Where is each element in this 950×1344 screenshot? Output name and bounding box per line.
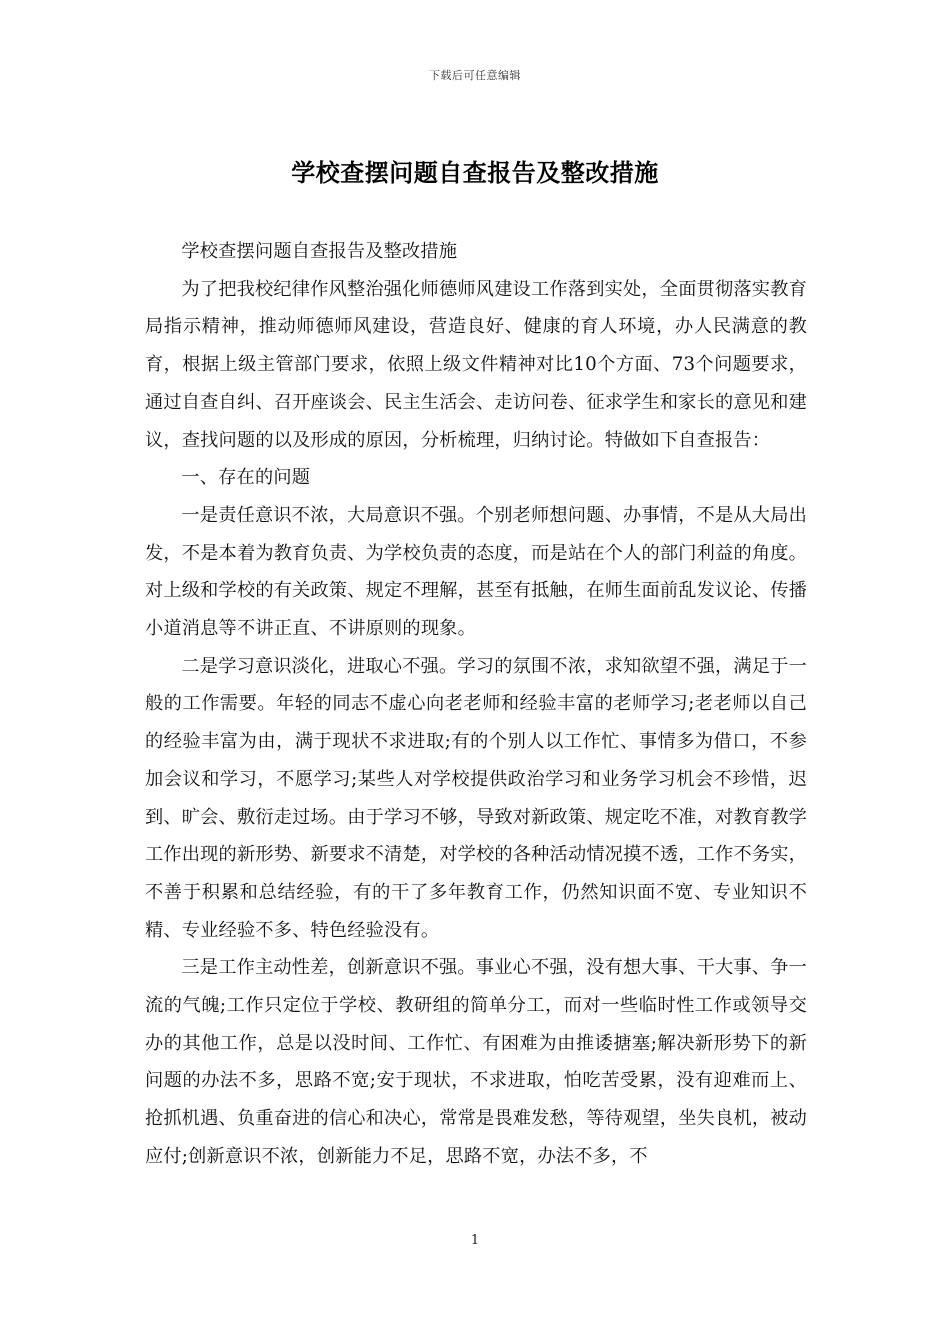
paragraph-problem-2: 二是学习意识淡化，进取心不强。学习的氛围不浓，求知欲望不强，满足于一般的工作需要。年轻的同志不虚心向老老师和经验丰富的老师学习;老老师以自己的经验丰富为由，满于现状不求进取;有的个别人以工作忙、事情多为借口，不参加会议和学习，不愿学习;某些人对学校提供政治学习和业务学习机会不珍惜，迟到、旷会、敷衍走过场。由于学习不够，导致对新政策、规定吃不准，对教育教学工作出现的新形势、新要求不清楚，对学校的各种活动情况摸不透，工作不务实，不善于积累和总结经验，有的干了多年教育工作，仍然知识面不宽、专业知识不精、专业经验不多、特色经验没有。 (145, 655, 807, 941)
paragraph-problem-1: 一是责任意识不浓，大局意识不强。个别老师想问题、办事情，不是从大局出发，不是本着为教育负责、为学校负责的态度，而是站在个人的部门利益的角度。对上级和学校的有关政策、规定不理解，甚至有抵触，在师生面前乱发议论、传播小道消息等不讲正直、不讲原则的现象。 (145, 504, 807, 640)
section-heading-problems: 一、存在的问题 (181, 467, 311, 489)
page-number: 1 (470, 1233, 480, 1248)
header-note: 下载后可任意编辑 (429, 69, 521, 82)
paragraph-subtitle: 学校查摆问题自查报告及整改措施 (181, 241, 458, 262)
document-title: 学校查摆问题自查报告及整改措施 (291, 158, 659, 187)
document-body (145, 233, 807, 1176)
paragraph-intro: 为了把我校纪律作风整治强化师德师风建设工作落到实处，全面贯彻落实教育局指示精神，推动师德师风建设，营造良好、健康的育人环境，办人民满意的教育，根据上级主管部门要求，依照上级文件精神对比10个方面、73个问题要求，通过自查自纠、召开座谈会、民主生活会、走访问卷、征求学生和家长的意见和建议，查找问题的以及形成的原因，分析梳理，归纳讨论。特做如下自查报告： (145, 278, 807, 451)
paragraph-problem-3: 三是工作主动性差，创新意识不强。事业心不强，没有想大事、干大事、争一流的气魄;工作只定位于学校、教研组的简单分工，而对一些临时性工作或领导交办的其他工作，总是以没时间、工作忙、有困难为由推诿搪塞;解决新形势下的新问题的办法不多，思路不宽;安于现状，不求进取，怕吃苦受累，没有迎难而上、抢抓机遇、负重奋进的信心和决心，常常是畏难发愁，等待观望，坐失良机，被动应付;创新意识不浓，创新能力不足，思路不宽，办法不多，不 (145, 957, 807, 1167)
